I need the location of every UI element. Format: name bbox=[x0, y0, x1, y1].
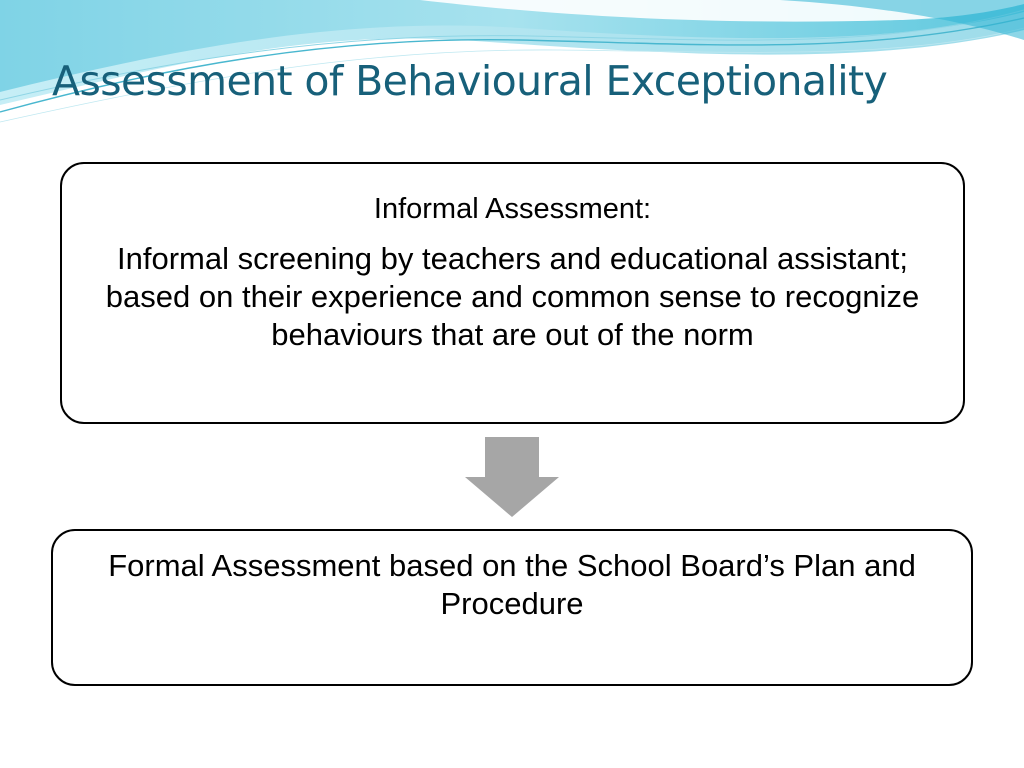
down-arrow-shape bbox=[465, 437, 559, 517]
formal-assessment-text: Formal Assessment based on the School Board’s Plan and Procedure bbox=[108, 548, 916, 621]
formal-assessment-box bbox=[51, 529, 973, 686]
slide-title: Assessment of Behavioural Exceptionality bbox=[52, 57, 888, 105]
informal-assessment-box bbox=[60, 162, 965, 424]
informal-assessment-text: Informal screening by teachers and educational assistant; based on their experience and common sense to recognize behaviours that are out of the norm bbox=[105, 241, 920, 352]
down-arrow-icon bbox=[465, 437, 559, 517]
informal-assessment-heading: Informal Assessment: bbox=[373, 193, 652, 225]
